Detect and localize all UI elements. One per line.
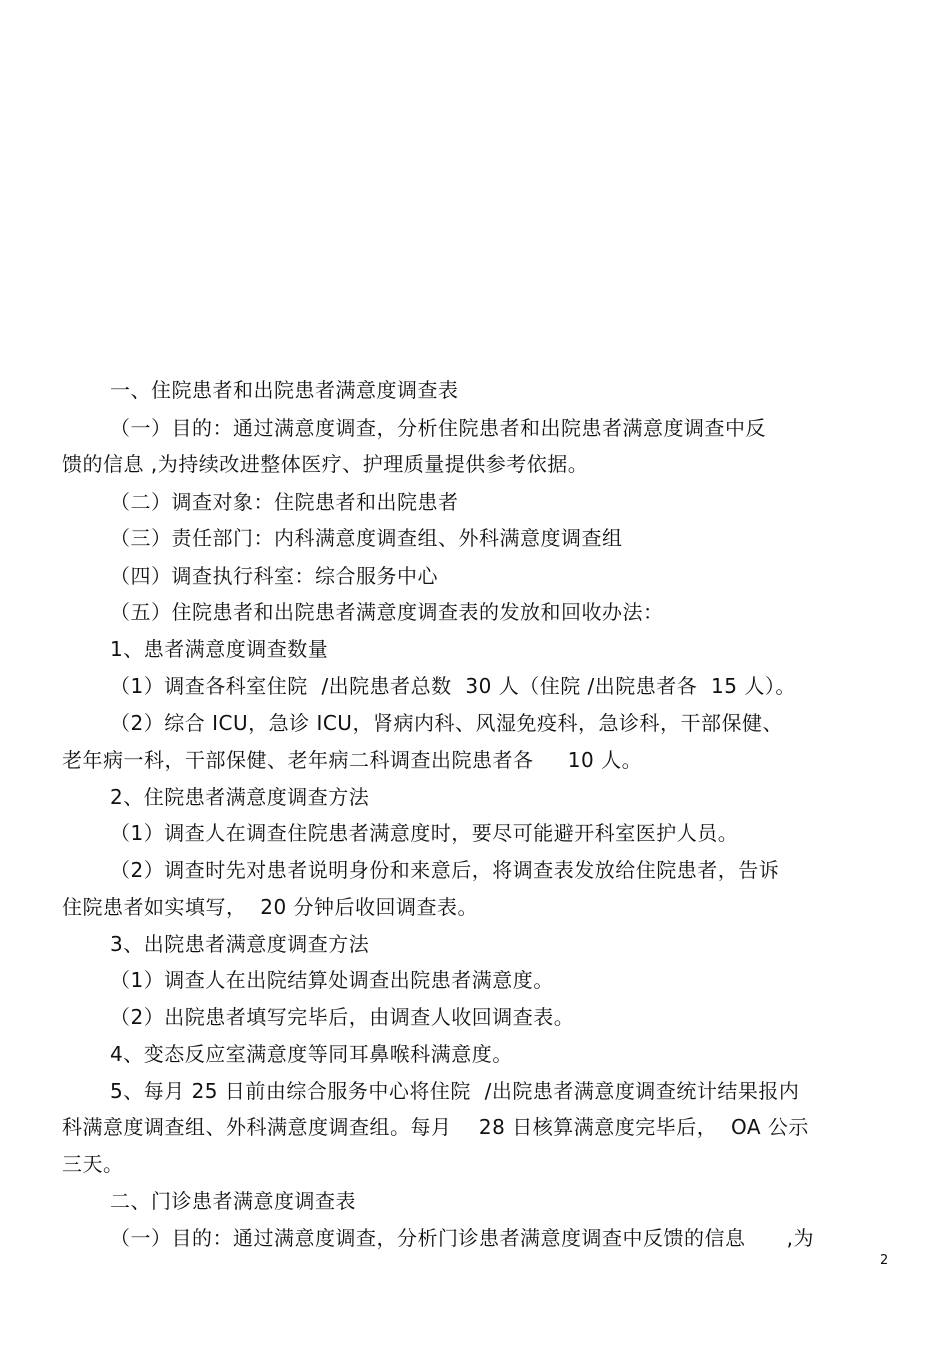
paragraph-line: （1）调查各科室住院 /出院患者总数 30 人（住院 /出院患者各 15 人）。	[110, 674, 796, 698]
paragraph-line: （2）出院患者填写完毕后，由调查人收回调查表。	[110, 1005, 575, 1029]
section-heading-2: 二、门诊患者满意度调查表	[110, 1189, 356, 1213]
section-heading-1: 一、住院患者和出院患者满意度调查表	[110, 378, 459, 402]
paragraph-line: （五）住院患者和出院患者满意度调查表的发放和回收办法：	[110, 600, 664, 624]
subheading-line: 3、出院患者满意度调查方法	[110, 932, 370, 956]
subheading-line: 1、患者满意度调查数量	[110, 637, 329, 661]
subheading-line: 2、住院患者满意度调查方法	[110, 785, 370, 809]
page-number: 2	[880, 1253, 889, 1268]
paragraph-line: 三天。	[62, 1152, 124, 1176]
paragraph-line: 科满意度调查组、外科满意度调查组。每月 28 日核算满意度完毕后， OA 公示	[62, 1115, 809, 1139]
paragraph-line: （2）调查时先对患者说明身份和来意后，将调查表发放给住院患者，告诉	[110, 858, 780, 882]
paragraph-line: （1）调查人在出院结算处调查出院患者满意度。	[110, 968, 554, 992]
paragraph-line: （2）综合 ICU，急诊 ICU，肾病内科、风湿免疫科，急诊科，干部保健、	[110, 711, 783, 735]
paragraph-line: （四）调查执行科室：综合服务中心	[110, 564, 438, 588]
paragraph-line: 4、变态反应室满意度等同耳鼻喉科满意度。	[110, 1042, 513, 1066]
paragraph-line: 馈的信息 ,为持续改进整体医疗、护理质量提供参考依据。	[62, 452, 589, 476]
paragraph-line: 老年病一科，干部保健、老年病二科调查出院患者各 10 人。	[62, 748, 643, 772]
paragraph-line: （三）责任部门：内科满意度调查组、外科满意度调查组	[110, 526, 623, 550]
paragraph-line: （1）调查人在调查住院患者满意度时，要尽可能避开科室医护人员。	[110, 821, 739, 845]
paragraph-line: （一）目的：通过满意度调查，分析门诊患者满意度调查中反馈的信息 ,为	[110, 1226, 815, 1250]
paragraph-line: 住院患者如实填写， 20 分钟后收回调查表。	[62, 895, 479, 919]
paragraph-line: 5、每月 25 日前由综合服务中心将住院 /出院患者满意度调查统计结果报内	[110, 1079, 800, 1103]
paragraph-line: （二）调查对象：住院患者和出院患者	[110, 490, 459, 514]
paragraph-line: （一）目的：通过满意度调查，分析住院患者和出院患者满意度调查中反	[110, 416, 766, 440]
